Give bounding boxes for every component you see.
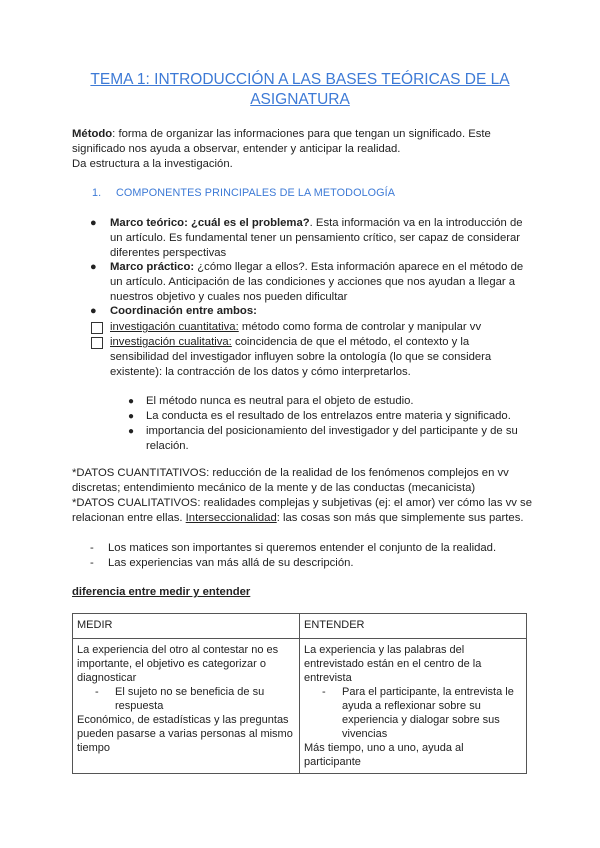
check-term: investigación cualitativa: xyxy=(110,336,232,348)
datos-cualitativos xyxy=(72,496,532,526)
page-title: TEMA 1: INTRODUCCIÓN A LAS BASES TEÓRICAS DE LA ASIGNATURA xyxy=(90,71,510,108)
sub-bullet-text: La conducta es el resultado de los entrelazos entre materia y significado. xyxy=(146,410,511,422)
dash-text: Las experiencias van más allá de su descripción. xyxy=(108,557,354,569)
medir-p2: Económico, de estadísticas y las preguntas pueden pasarse a varias personas al mismo tiempo xyxy=(77,714,293,754)
dash-item xyxy=(90,541,528,556)
sub-bullet xyxy=(128,394,530,409)
bullet-icon: ● xyxy=(128,411,135,422)
comparison-table xyxy=(72,613,527,774)
dash-icon: - xyxy=(90,542,94,554)
datos-cualitativos-text: *DATOS CUALITATIVOS: realidades complejas y subjetivas (ej: el amor) ver cómo las vv se relacionan entre ellas. xyxy=(72,497,532,524)
header-entender: ENTENDER xyxy=(300,614,527,639)
bullet-marco-practico xyxy=(90,260,526,305)
check-text: método como forma de controlar y manipular vv xyxy=(238,321,482,333)
interseccionalidad-text: : las cosas son más que simplemente sus partes. xyxy=(276,512,524,524)
medir-dash-text: El sujeto no se beneficia de su respuesta xyxy=(115,686,265,712)
dash-icon: - xyxy=(322,686,326,698)
bullet-term: Marco práctico: xyxy=(110,261,195,273)
entender-dash-text: Para el participante, la entrevista le ayuda a reflexionar sobre su experiencia y dialogar sobre sus vivencias xyxy=(342,686,514,740)
table-header-row xyxy=(73,614,527,639)
bullet-question: ¿cómo llegar a ellos? xyxy=(194,261,305,273)
cell-entender xyxy=(300,639,527,774)
checklist-item-cuantitativa xyxy=(110,320,528,335)
bullet-text: . Esta información aparece en el método de un artículo. Anticipación de las condiciones y acciones que nos ayudan a llegar a nuestros objetivo y cuales nos pueden dificultar xyxy=(110,261,524,303)
checklist-item-cualitativa xyxy=(110,335,528,380)
section-heading xyxy=(92,186,395,201)
sub-bullet-text: importancia del posicionamiento del investigador y del participante y de su relación. xyxy=(146,425,518,452)
sub-bullet xyxy=(128,409,530,424)
medir-dash-item xyxy=(77,685,295,713)
check-text: coincidencia de que el método, el contexto y la sensibilidad del investigador influyen sobre la ontología (lo que se considera existente): la contracción de los datos y cómo interpretarlos. xyxy=(110,336,492,378)
metodo-line2: Da estructura a la investigación. xyxy=(72,158,233,170)
section-title: COMPONENTES PRINCIPALES DE LA METODOLOGÍA xyxy=(116,187,396,199)
bullet-icon: ● xyxy=(128,426,135,437)
dash-item xyxy=(90,556,528,571)
check-term: investigación cuantitativa: xyxy=(110,321,239,333)
entender-p2: Más tiempo, uno a uno, ayuda al participante xyxy=(304,742,464,768)
bullet-coordinacion xyxy=(90,304,526,319)
section-number: 1. xyxy=(92,187,102,199)
metodo-term: Método xyxy=(72,128,113,140)
bullet-icon: ● xyxy=(90,217,97,229)
interseccionalidad-term: Interseccionalidad xyxy=(185,512,277,524)
bullet-term: Coordinación entre ambos: xyxy=(110,305,257,317)
medir-p1: La experiencia del otro al contestar no es importante, el objetivo es categorizar o diagnosticar xyxy=(77,644,279,684)
bullet-icon: ● xyxy=(90,305,97,317)
bullet-icon: ● xyxy=(128,396,135,407)
checkbox-icon[interactable] xyxy=(91,322,103,334)
cell-medir xyxy=(73,639,300,774)
entender-dash-item xyxy=(304,685,522,741)
dash-icon: - xyxy=(95,686,99,698)
bullet-text: . Esta información va en la introducción de un artículo. Es fundamental tener un pensamiento crítico, ser capaz de considerar diferentes perspectivas xyxy=(110,217,523,259)
bullet-question: ¿cuál es el problema? xyxy=(187,217,310,229)
dash-icon: - xyxy=(90,557,94,569)
header-medir: MEDIR xyxy=(73,614,300,639)
bullet-marco-teorico xyxy=(90,216,526,261)
bullet-icon: ● xyxy=(90,261,97,273)
entender-p1: La experiencia y las palabras del entrevistado están en el centro de la entrevista xyxy=(304,644,482,684)
metodo-paragraph xyxy=(72,127,532,172)
sub-bullet-text: El método nunca es neutral para el objeto de estudio. xyxy=(146,395,414,407)
diff-heading xyxy=(72,585,532,600)
datos-cuantitativos: *DATOS CUANTITATIVOS: reducción de la realidad de los fenómenos complejos en vv discretas; entendimiento mecánico de la mente y de las conductas (mecanicista) xyxy=(72,467,509,494)
dash-text: Los matices son importantes si queremos entender el conjunto de la realidad. xyxy=(108,542,497,554)
sub-bullet xyxy=(128,424,530,454)
bullet-term: Marco teórico: xyxy=(110,217,188,229)
checkbox-icon[interactable] xyxy=(91,337,103,349)
table-row xyxy=(73,639,527,774)
metodo-text: : forma de organizar las informaciones para que tengan un significado. Este significado nos ayuda a observar, entender y anticipar la realidad. xyxy=(72,128,491,155)
diff-heading-text: diferencia entre medir y entender xyxy=(72,586,251,598)
